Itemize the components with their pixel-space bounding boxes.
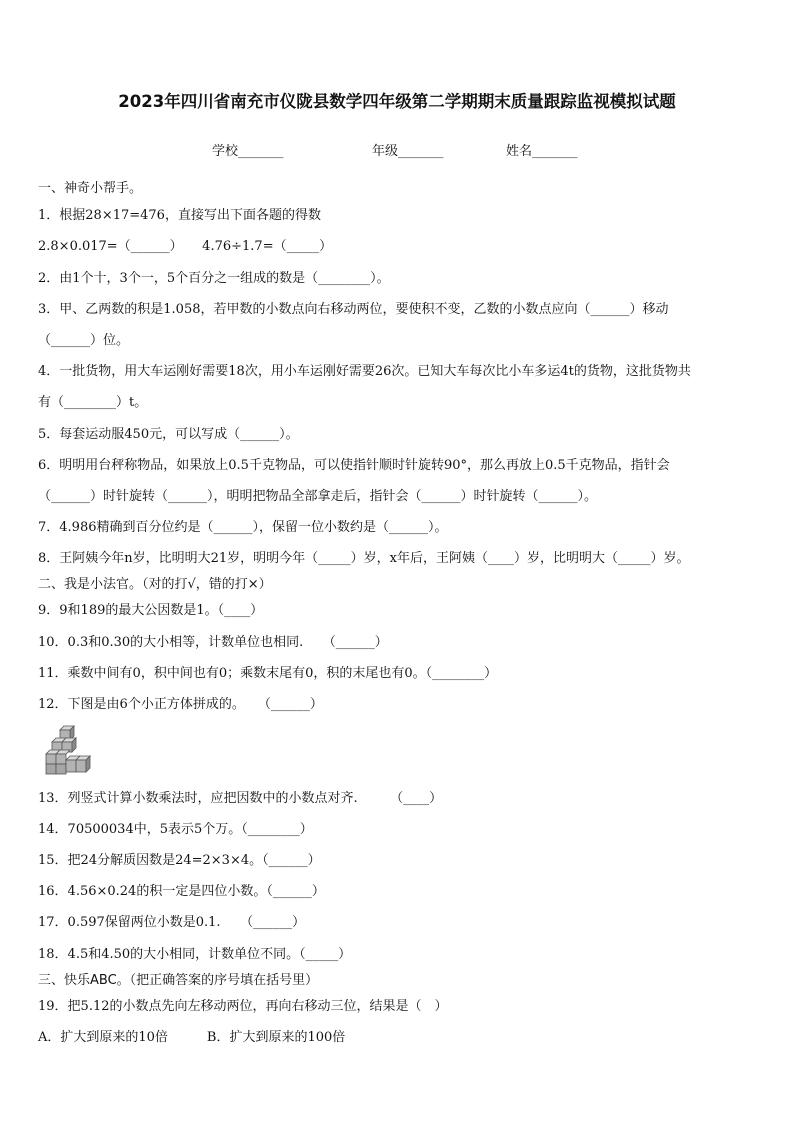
question-18: 18．4.5和4.50的大小相同，计数单位不同。（_____）: [38, 947, 352, 962]
question-3-cont: （______）位。: [38, 333, 130, 348]
question-19-options: A．扩大到原来的10倍 B．扩大到原来的100倍: [38, 1030, 346, 1045]
question-5: 5．每套运动服450元，可以写成（______）。: [38, 427, 299, 442]
question-19: 19．把5.12的小数点先向左移动两位，再向右移动三位，结果是（ ）: [38, 999, 448, 1014]
section-1-heading: 一、神奇小帮手。: [38, 181, 143, 196]
question-8: 8．王阿姨今年n岁，比明明大21岁，明明今年（_____）岁，x年后，王阿姨（____）岁，比明明大（_____）岁。: [38, 551, 690, 566]
question-17: 17．0.597保留两位小数是0.1. （______）: [38, 915, 306, 930]
question-16: 16．4.56×0.24的积一定是四位小数。（______）: [38, 884, 325, 899]
question-6: 6．明明用台秤称物品，如果放上0.5千克物品，可以使指针顺时针旋转90°，那么再放上0.5千克物品，指针会: [38, 458, 670, 473]
cube-stack-figure: [42, 724, 100, 780]
exam-title: 2023年四川省南充市仪陇县数学四年级第二学期期末质量跟踪监视模拟试题: [118, 92, 676, 111]
question-3: 3．甲、乙两数的积是1.058，若甲数的小数点向右移动两位，要使积不变，乙数的小数点应向（______）移动: [38, 302, 669, 317]
question-1: 1．根据28×17=476，直接写出下面各题的得数: [38, 208, 321, 223]
student-info-row: [0, 140, 794, 160]
question-1-items: 2.8×0.017=（______） 4.76÷1.7=（_____）: [38, 239, 333, 254]
question-11: 11．乘数中间有0，积中间也有0；乘数末尾有0，积的末尾也有0。（________）: [38, 666, 498, 681]
question-15: 15．把24分解质因数是24=2×3×4。（______）: [38, 853, 321, 868]
question-12: 12．下图是由6个小正方体拼成的。 （______）: [38, 697, 323, 712]
section-3-heading: 三、快乐ABC。（把正确答案的序号填在括号里）: [38, 973, 319, 988]
section-2-heading: 二、我是小法官。（对的打√，错的打×）: [38, 577, 272, 592]
question-13: 13．列竖式计算小数乘法时，应把因数中的小数点对齐. （____）: [38, 791, 443, 806]
question-10: 10．0.3和0.30的大小相等，计数单位也相同. （______）: [38, 635, 388, 650]
question-4: 4．一批货物，用大车运刚好需要18次，用小车运刚好需要26次。已知大车每次比小车多运4t的货物，这批货物共: [38, 364, 691, 379]
question-2: 2．由1个十，3个一，5个百分之一组成的数是（________）。: [38, 271, 390, 286]
name-field: 姓名_______: [506, 144, 578, 159]
question-4-cont: 有（________）t。: [38, 395, 148, 410]
question-7: 7．4.986精确到百分位约是（______），保留一位小数约是（______）。: [38, 520, 448, 535]
question-14: 14．70500034中，5表示5个万。（________）: [38, 822, 313, 837]
question-6-cont: （______）时针旋转（______），明明把物品全部拿走后，指针会（______）时针旋转（______）。: [38, 489, 598, 504]
grade-field: 年级_______: [372, 144, 444, 159]
question-9: 9．9和189的最大公因数是1。（____）: [38, 603, 264, 618]
school-field: 学校_______: [212, 144, 284, 159]
